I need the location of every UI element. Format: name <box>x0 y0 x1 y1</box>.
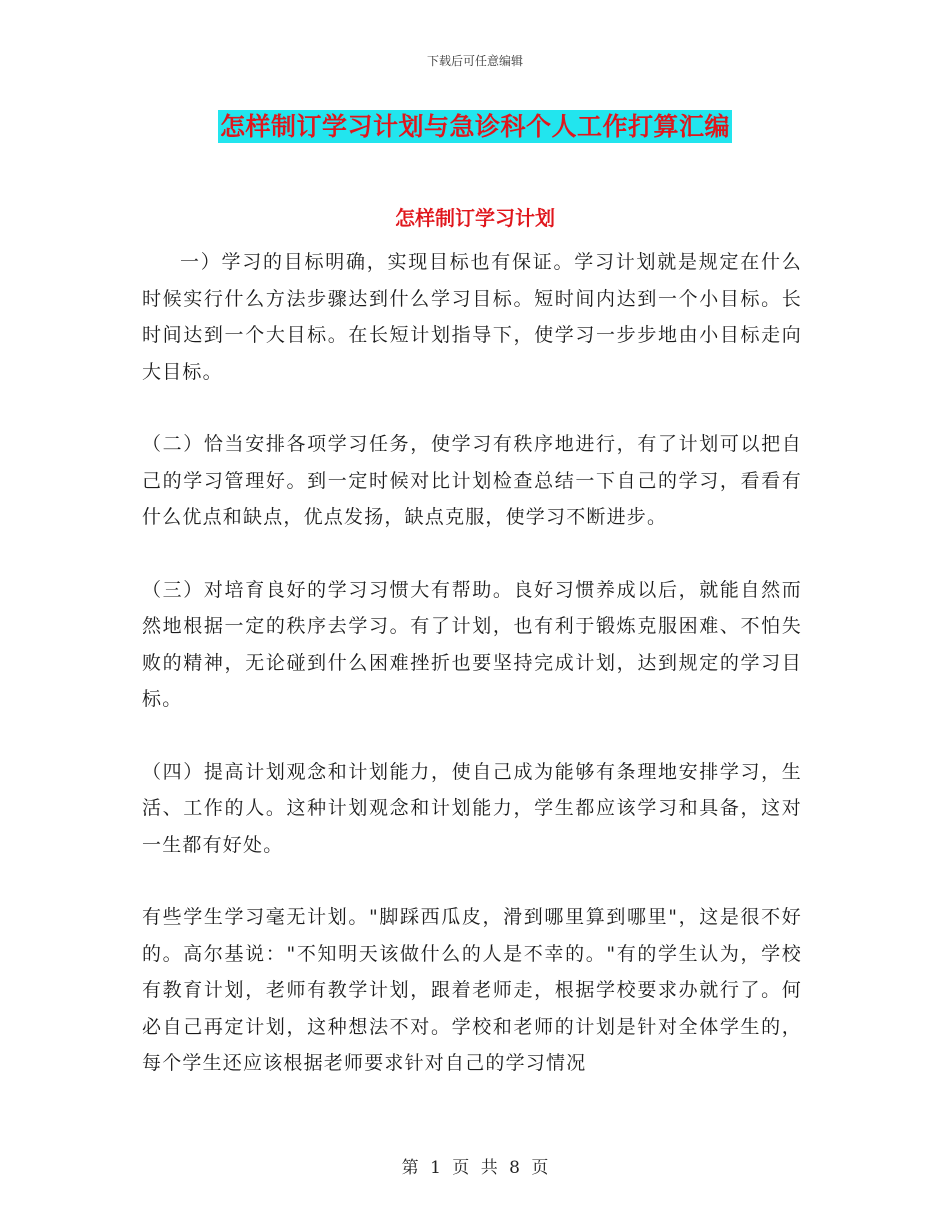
paragraph-3: （三）对培育良好的学习习惯大有帮助。良好习惯养成以后，就能自然而然地根据一定的秩序去学习。有了计划，也有利于锻炼克服困难、不怕失败的精神，无论碰到什么困难挫折也要坚持完成计划，达到规定的学习目标。 <box>142 578 802 710</box>
document-title: 怎样制订学习计划与急诊科个人工作打算汇编 <box>219 112 730 141</box>
document-body <box>142 244 802 1082</box>
paragraph-2: （二）恰当安排各项学习任务，使学习有秩序地进行，有了计划可以把自己的学习管理好。到一定时候对比计划检查总结一下自己的学习，看看有什么优点和缺点，优点发扬，缺点克服，使学习不断进步。 <box>142 433 802 528</box>
header-note: 下载后可任意编辑 <box>426 54 523 68</box>
paragraph-5: 有些学生学习毫无计划。"脚踩西瓜皮，滑到哪里算到哪里"，这是很不好的。高尔基说："不知明天该做什么的人是不幸的。"有的学生认为，学校有教育计划，老师有教学计划，跟着老师走，根据学校要求办就行了。何必自己再定计划，这种想法不对。学校和老师的计划是针对全体学生的，每个学生还应该根据老师要求针对自己的学习情况 <box>142 906 802 1074</box>
section-title: 怎样制订学习计划 <box>395 206 555 230</box>
paragraph-4: （四）提高计划观念和计划能力，使自己成为能够有条理地安排学习，生活、工作的人。这种计划观念和计划能力，学生都应该学习和具备，这对一生都有好处。 <box>142 760 802 856</box>
document-title-container <box>0 110 950 143</box>
paragraph-1: 一）学习的目标明确，实现目标也有保证。学习计划就是规定在什么时候实行什么方法步骤达到什么学习目标。短时间内达到一个小目标。长时间达到一个大目标。在长短计划指导下，使学习一步步地由小目标走向大目标。 <box>142 251 802 383</box>
page-number-footer: 第 1 页 共 8 页 <box>401 1158 549 1178</box>
